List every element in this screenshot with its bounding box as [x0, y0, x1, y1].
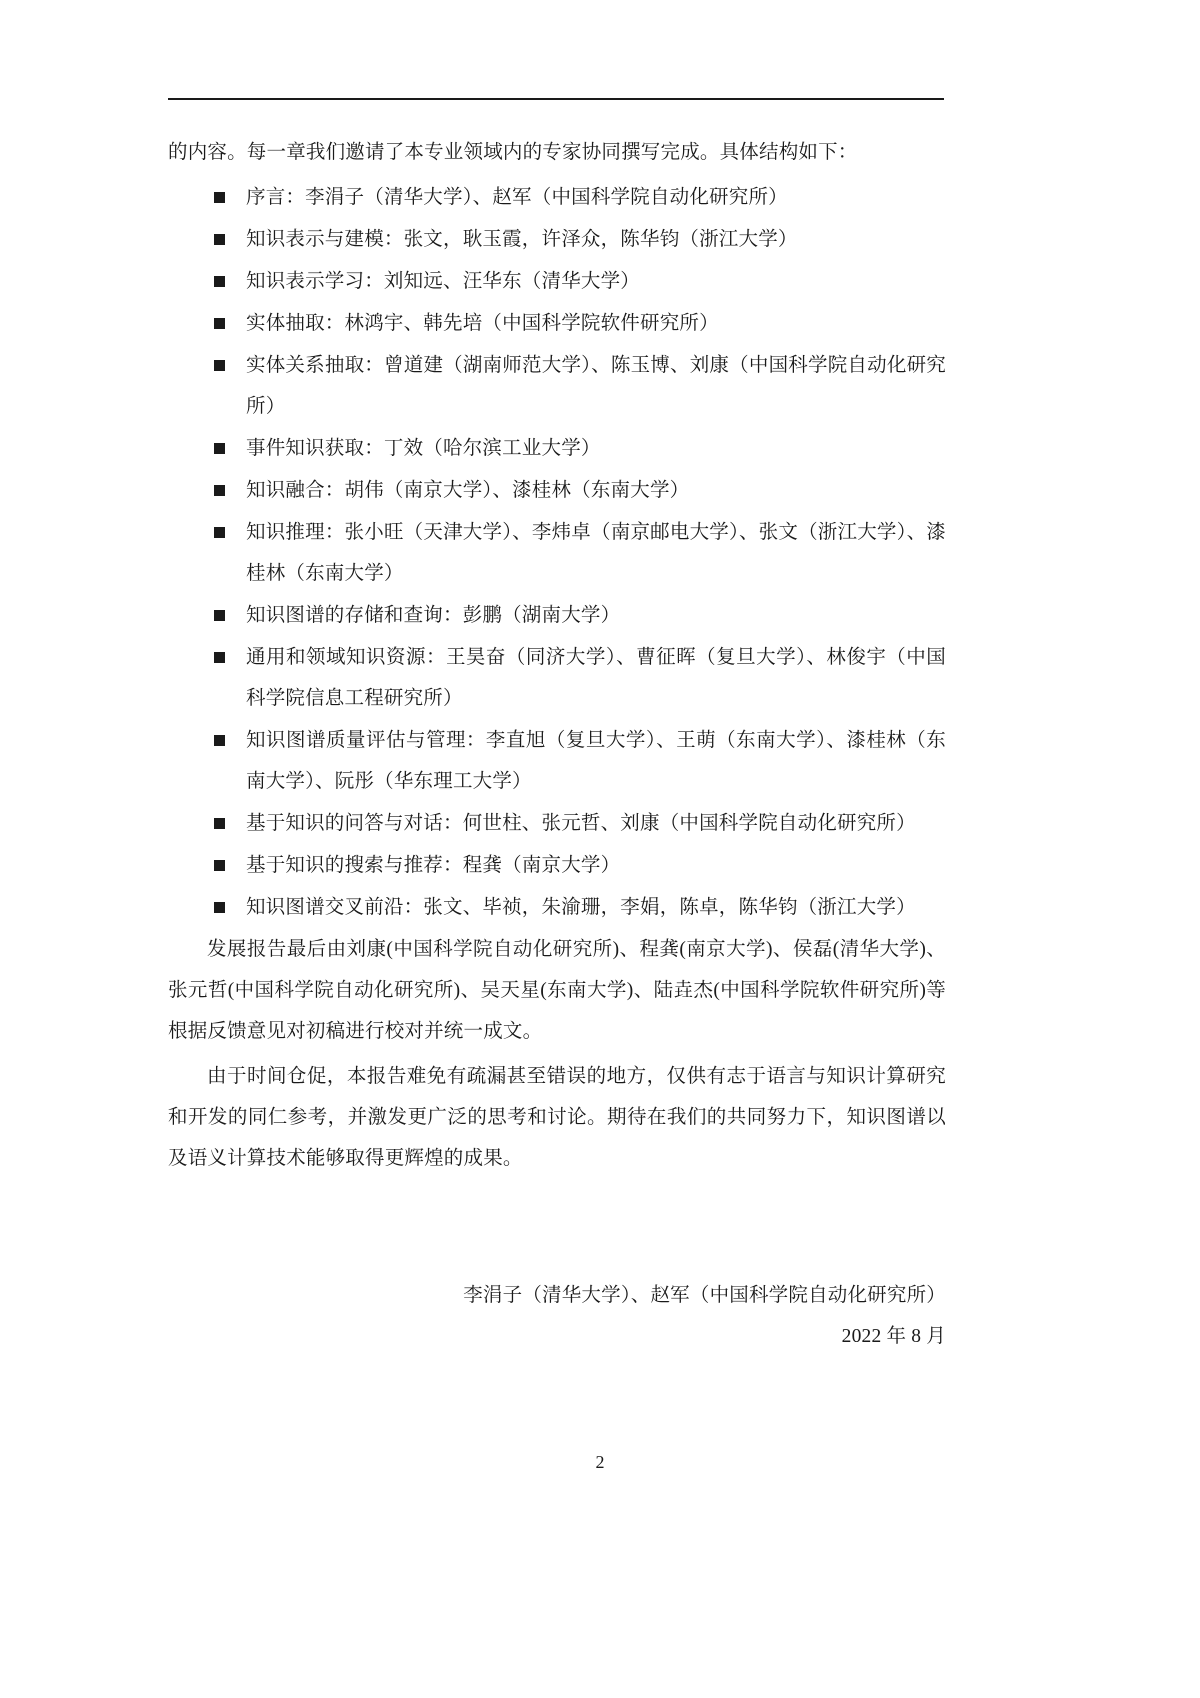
contributors-paragraph: 发展报告最后由刘康(中国科学院自动化研究所)、程龚(南京大学)、侯磊(清华大学)、张元哲(中国科学院自动化研究所)、吴天星(东南大学)、陆垚杰(中国科学院软件研究所)等根据反馈意见对初稿进行校对并统一成文。: [168, 939, 946, 1042]
list-item-text: 实体关系抽取：曾道建（湖南师范大学）、陈玉博、刘康（中国科学院自动化研究所）: [246, 355, 946, 417]
square-bullet-icon: [214, 276, 225, 287]
square-bullet-icon: [214, 860, 225, 871]
list-item: [168, 345, 946, 427]
list-item-text: 基于知识的问答与对话：何世柱、张元哲、刘康（中国科学院自动化研究所）: [246, 813, 916, 834]
list-item: [168, 219, 946, 260]
list-item: [168, 845, 946, 886]
square-bullet-icon: [214, 610, 225, 621]
list-item-text: 知识图谱的存储和查询：彭鹏（湖南大学）: [246, 605, 621, 626]
square-bullet-icon: [214, 652, 225, 663]
list-item-text: 通用和领域知识资源：王昊奋（同济大学）、曹征晖（复旦大学）、林俊宇（中国科学院信息工程研究所）: [246, 647, 946, 709]
list-item-text: 知识表示与建模：张文，耿玉霞，许泽众，陈华钧（浙江大学）: [246, 229, 798, 250]
square-bullet-icon: [214, 360, 225, 371]
list-item: [168, 261, 946, 302]
header-divider: [168, 98, 944, 100]
square-bullet-icon: [214, 527, 225, 538]
list-item-text: 知识推理：张小旺（天津大学）、李炜卓（南京邮电大学）、张文（浙江大学）、漆桂林（东南大学）: [246, 522, 946, 584]
list-item: [168, 177, 946, 218]
list-item-text: 事件知识获取：丁效（哈尔滨工业大学）: [246, 438, 601, 459]
square-bullet-icon: [214, 234, 225, 245]
list-item: [168, 803, 946, 844]
page-content: [168, 132, 946, 1357]
list-item-text: 实体抽取：林鸿宇、韩先培（中国科学院软件研究所）: [246, 313, 719, 334]
square-bullet-icon: [214, 318, 225, 329]
list-item: [168, 637, 946, 719]
list-item-text: 序言：李涓子（清华大学）、赵军（中国科学院自动化研究所）: [246, 187, 788, 208]
list-item: [168, 470, 946, 511]
list-item-text: 知识表示学习：刘知远、汪华东（清华大学）: [246, 271, 641, 292]
list-item: [168, 512, 946, 594]
intro-paragraph: 的内容。每一章我们邀请了本专业领域内的专家协同撰写完成。具体结构如下：: [168, 142, 858, 163]
list-item: [168, 303, 946, 344]
square-bullet-icon: [214, 735, 225, 746]
list-item-text: 知识融合：胡伟（南京大学）、漆桂林（东南大学）: [246, 480, 690, 501]
list-item: [168, 428, 946, 469]
page-number: 2: [595, 1452, 605, 1472]
list-item-text: 知识图谱交叉前沿：张文、毕祯，朱渝珊，李娟，陈卓，陈华钧（浙江大学）: [246, 897, 916, 918]
square-bullet-icon: [214, 902, 225, 913]
square-bullet-icon: [214, 443, 225, 454]
list-item: [168, 595, 946, 636]
list-item: [168, 887, 946, 928]
signature-date: 2022 年 8 月: [841, 1326, 946, 1347]
square-bullet-icon: [214, 485, 225, 496]
contributor-list: [168, 177, 946, 928]
closing-paragraph: 由于时间仓促，本报告难免有疏漏甚至错误的地方，仅供有志于语言与知识计算研究和开发的同仁参考，并激发更广泛的思考和讨论。期待在我们的共同努力下，知识图谱以及语义计算技术能够取得更辉煌的成果。: [168, 1066, 946, 1169]
square-bullet-icon: [214, 192, 225, 203]
list-item: [168, 720, 946, 802]
list-item-text: 基于知识的搜索与推荐：程龚（南京大学）: [246, 855, 621, 876]
signature-line: 李涓子（清华大学）、赵军（中国科学院自动化研究所）: [463, 1285, 946, 1306]
list-item-text: 知识图谱质量评估与管理：李直旭（复旦大学）、王萌（东南大学）、漆桂林（东南大学）、阮彤（华东理工大学）: [246, 730, 946, 792]
square-bullet-icon: [214, 818, 225, 829]
